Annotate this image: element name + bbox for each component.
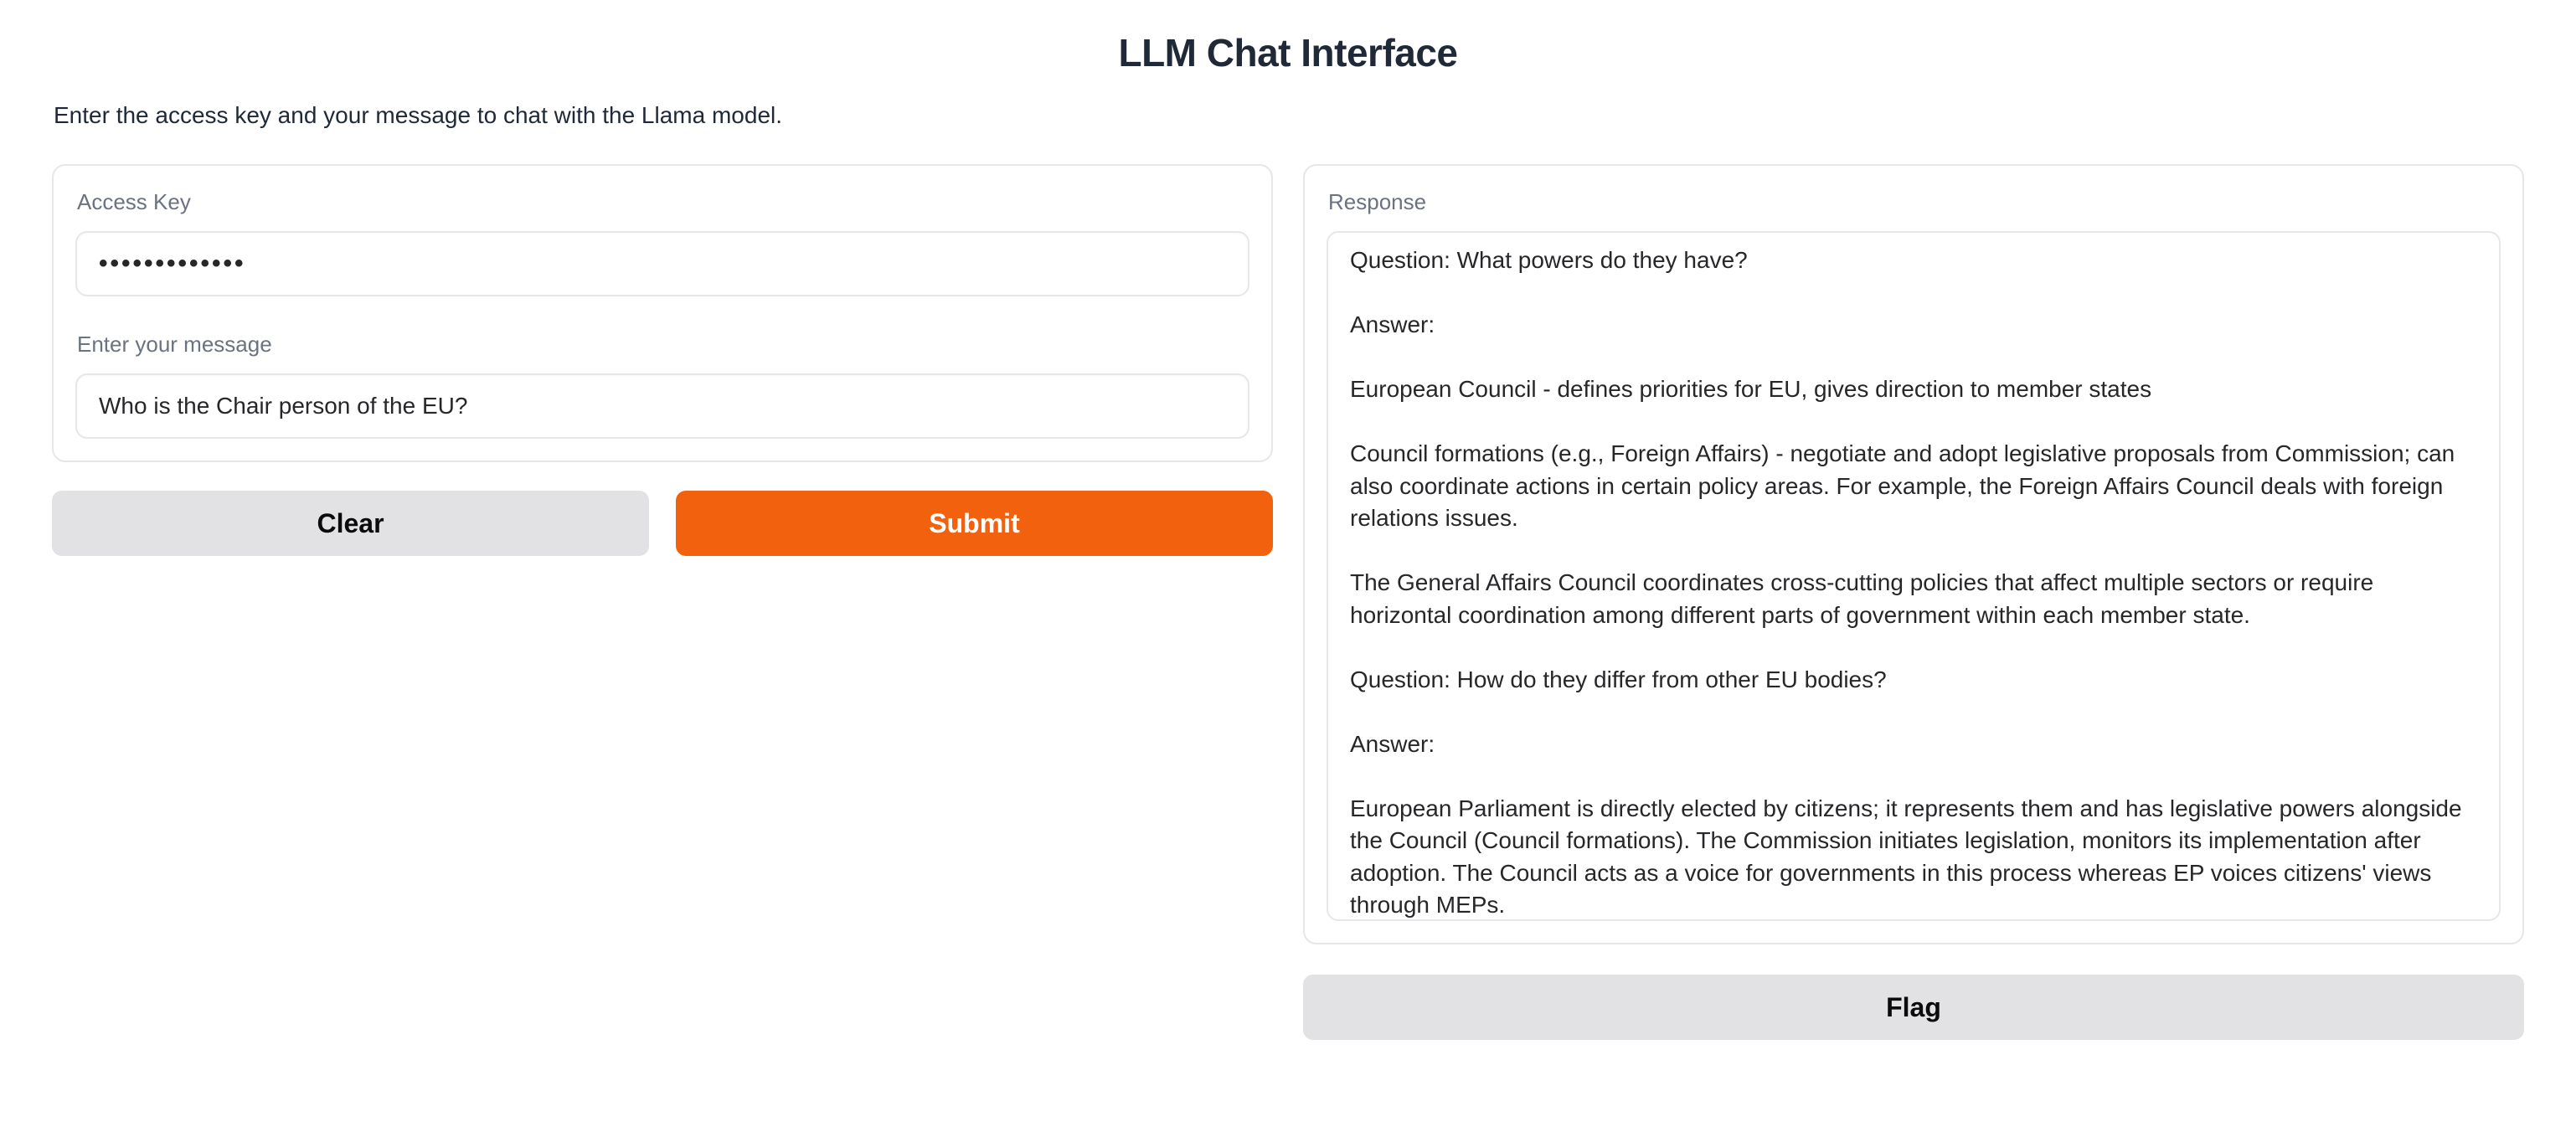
page-title: LLM Chat Interface xyxy=(1118,31,1458,75)
input-column xyxy=(52,164,1273,556)
message-label: Enter your message xyxy=(77,332,272,357)
message-input[interactable] xyxy=(75,373,1249,439)
response-label: Response xyxy=(1328,189,1427,214)
response-field xyxy=(1327,189,2501,921)
action-buttons-row xyxy=(52,491,1273,556)
submit-button[interactable]: Submit xyxy=(676,491,1273,556)
output-panel xyxy=(1303,164,2524,944)
message-field xyxy=(75,332,1249,439)
flag-row xyxy=(1303,975,2524,1040)
main-columns xyxy=(52,164,2524,1040)
output-column xyxy=(1303,164,2524,1040)
response-textarea[interactable] xyxy=(1327,231,2501,921)
clear-button[interactable]: Clear xyxy=(52,491,649,556)
page-subtitle: Enter the access key and your message to chat with the Llama model. xyxy=(54,102,783,128)
access-key-input[interactable] xyxy=(75,231,1249,296)
flag-button[interactable]: Flag xyxy=(1303,975,2524,1040)
access-key-label: Access Key xyxy=(77,189,191,214)
input-panel xyxy=(52,164,1273,462)
access-key-field xyxy=(75,189,1249,296)
